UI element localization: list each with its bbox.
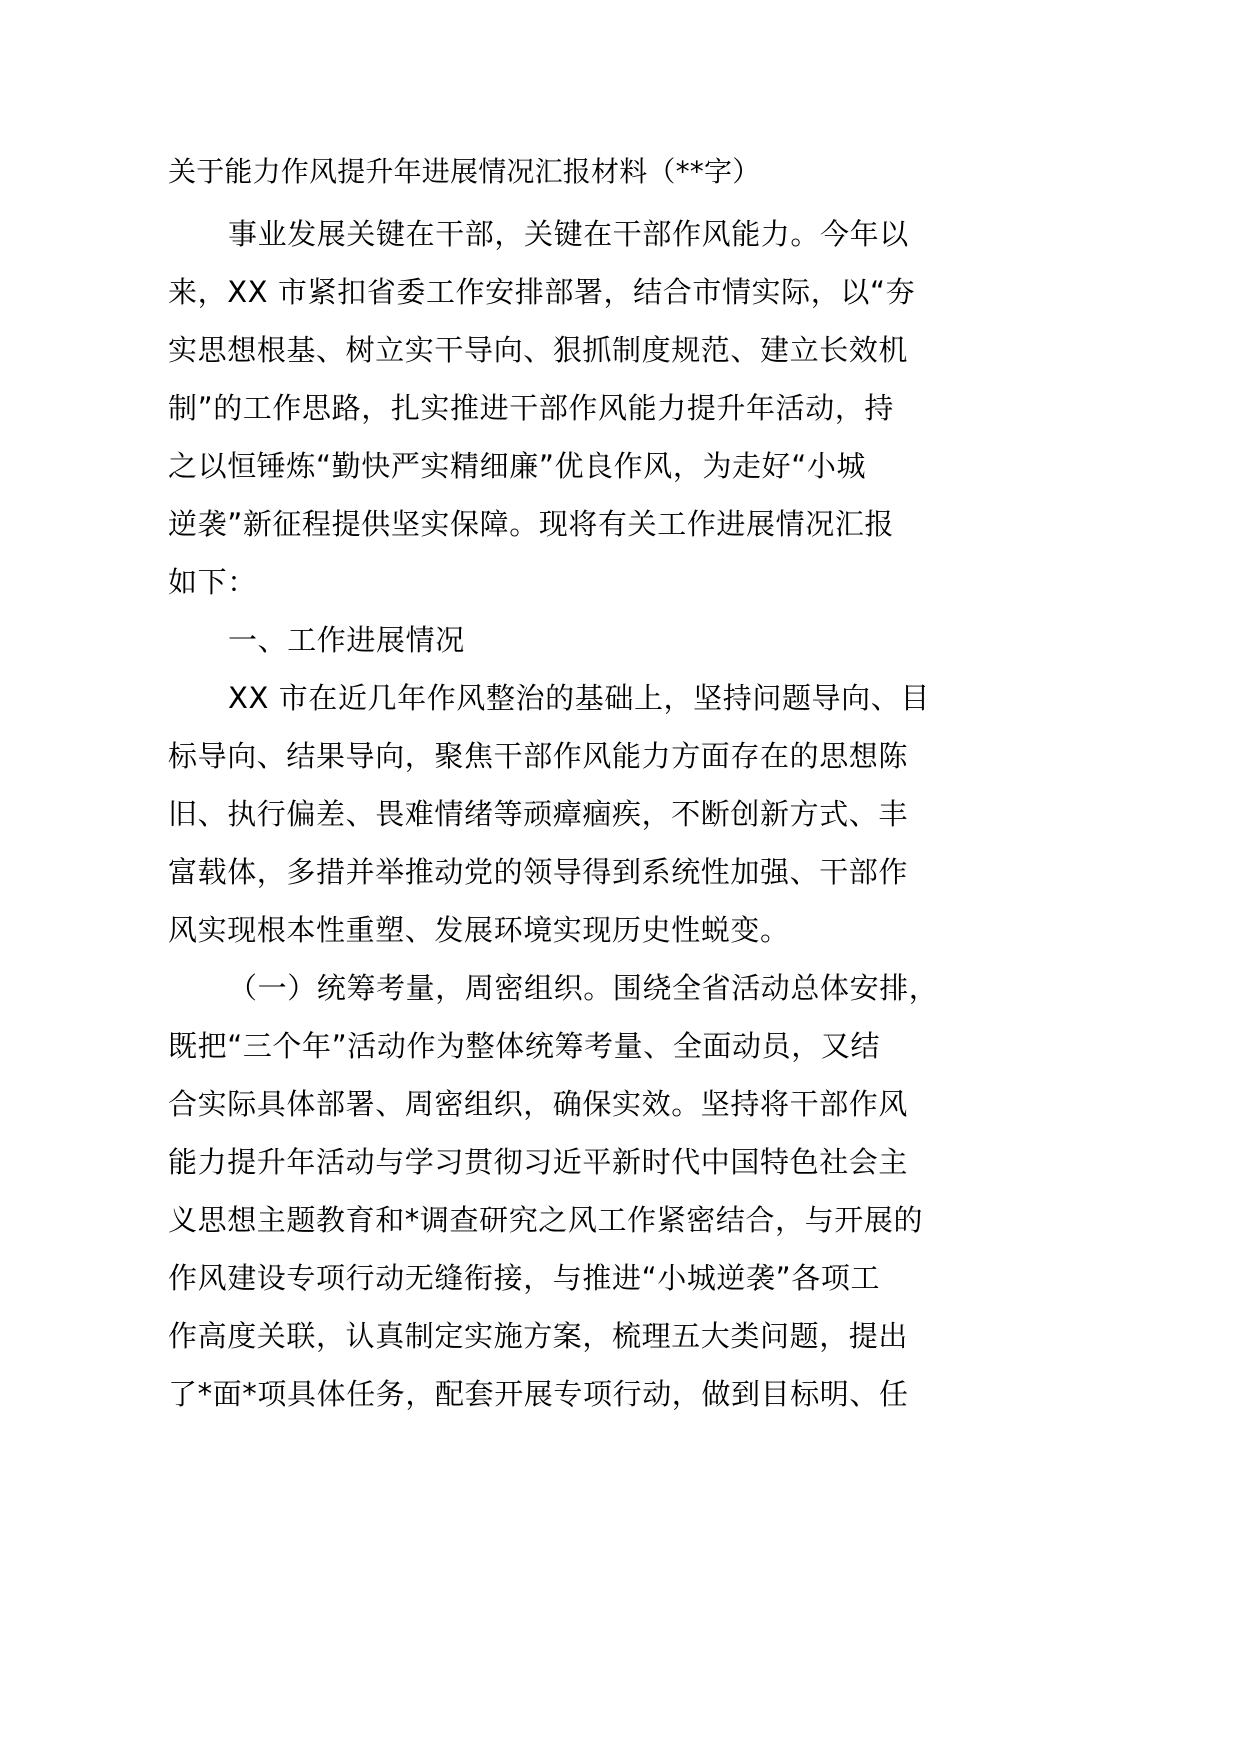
section-heading: 一、工作进展情况 xyxy=(228,623,465,657)
paragraph-line: 富载体，多措并举推动党的领导得到系统性加强、干部作 xyxy=(168,855,909,889)
paragraph-line: 旧、执行偏差、畏难情绪等顽瘴痼疾，不断创新方式、丰 xyxy=(168,797,909,831)
paragraph-line: 如下： xyxy=(168,565,257,599)
paragraph-line: 合实际具体部署、周密组织，确保实效。坚持将干部作风 xyxy=(168,1087,909,1121)
subsection-paragraph-line: （一）统筹考量，周密组织。围绕全省活动总体安排， xyxy=(228,971,939,1005)
paragraph-line: 标导向、结果导向，聚焦干部作风能力方面存在的思想陈 xyxy=(168,739,909,773)
paragraph-line: 了*面*项具体任务，配套开展专项行动，做到目标明、任 xyxy=(168,1377,909,1411)
paragraph-line: 来，XX 市紧扣省委工作安排部署，结合市情实际，以“夯 xyxy=(168,275,916,309)
paragraph-line: 作高度关联，认真制定实施方案，梳理五大类问题，提出 xyxy=(168,1319,909,1353)
document-title: 关于能力作风提升年进展情况汇报材料（**字） xyxy=(168,155,761,188)
paragraph-line: 之以恒锤炼“勤快严实精细廉”优良作风，为走好“小城 xyxy=(168,449,867,483)
paragraph-line: 逆袭”新征程提供坚实保障。现将有关工作进展情况汇报 xyxy=(168,507,895,541)
paragraph-line: 能力提升年活动与学习贯彻习近平新时代中国特色社会主 xyxy=(168,1145,909,1179)
paragraph-line: 事业发展关键在干部，关键在干部作风能力。今年以 xyxy=(228,217,909,251)
paragraph-line: 作风建设专项行动无缝衔接，与推进“小城逆袭”各项工 xyxy=(168,1261,881,1295)
paragraph-line: 制”的工作思路，扎实推进干部作风能力提升年活动，持 xyxy=(168,391,895,425)
paragraph-line: XX 市在近几年作风整治的基础上，坚持问题导向、目 xyxy=(228,681,930,715)
paragraph-line: 既把“三个年”活动作为整体统筹考量、全面动员，又结 xyxy=(168,1029,881,1063)
paragraph-line: 义思想主题教育和*调查研究之风工作紧密结合，与开展的 xyxy=(168,1203,924,1237)
paragraph-line: 实思想根基、树立实干导向、狠抓制度规范、建立长效机 xyxy=(168,333,909,367)
paragraph-line: 风实现根本性重塑、发展环境实现历史性蜕变。 xyxy=(168,913,790,947)
